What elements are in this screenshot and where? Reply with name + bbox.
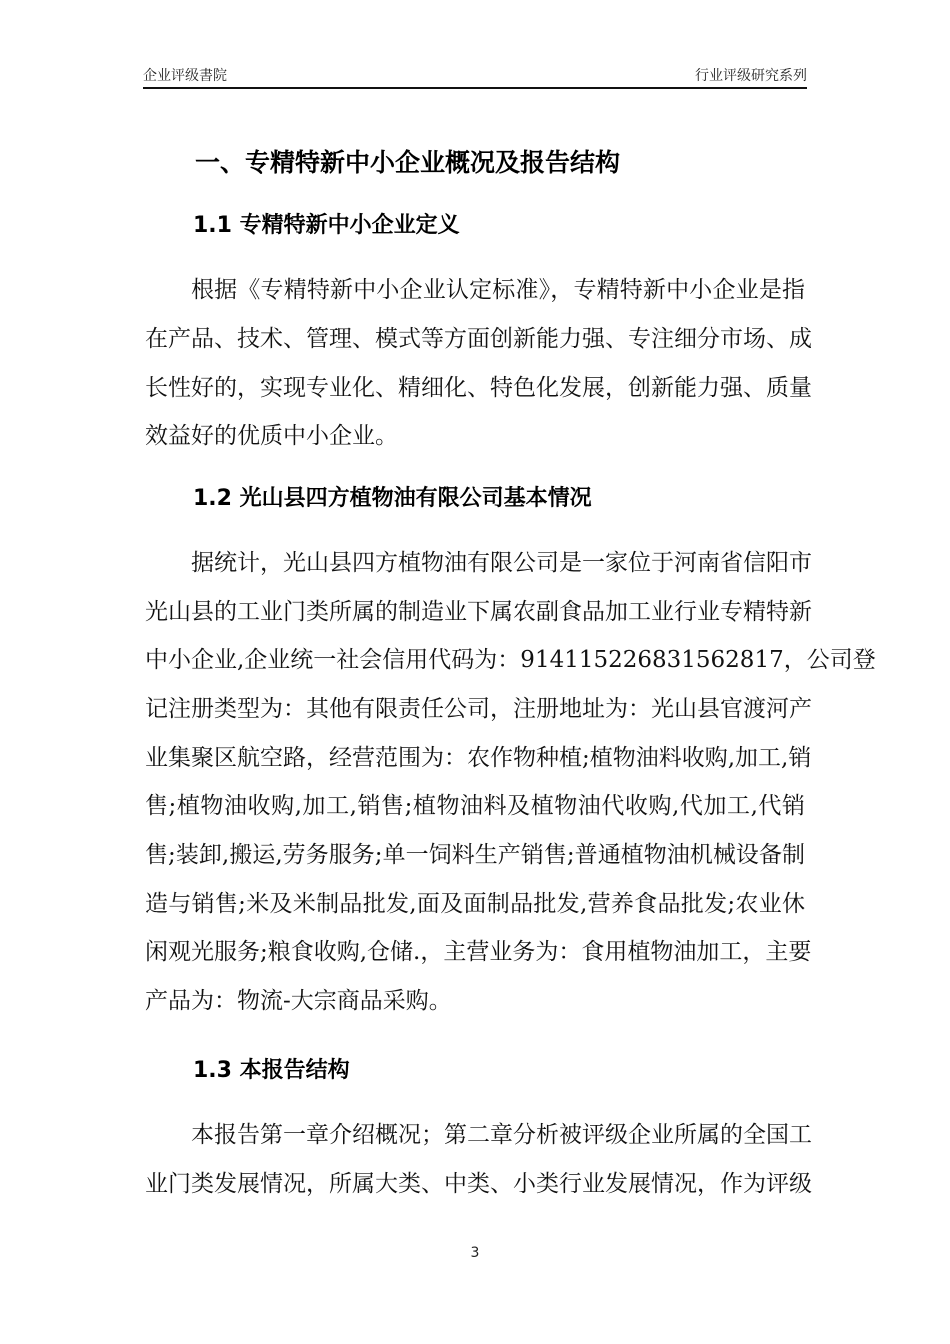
- section-heading-1-1: 1.1 专精特新中小企业定义: [193, 213, 460, 238]
- section-heading-1-3: 1.3 本报告结构: [193, 1058, 350, 1083]
- paragraph-line: 记注册类型为：其他有限责任公司，注册地址为：光山县官渡河产: [145, 696, 812, 722]
- paragraph-line: 在产品、技术、管理、模式等方面创新能力强、专注细分市场、成: [145, 326, 812, 352]
- paragraph-line: 本报告第一章介绍概况；第二章分析被评级企业所属的全国工: [191, 1122, 812, 1148]
- section-heading-1-2: 1.2 光山县四方植物油有限公司基本情况: [193, 486, 592, 511]
- header-right-label: 行业评级研究系列: [695, 68, 807, 84]
- chapter-title: 一、专精特新中小企业概况及报告结构: [195, 148, 621, 177]
- paragraph-line: 造与销售;米及米制品批发,面及面制品批发,营养食品批发;农业休: [145, 891, 805, 917]
- paragraph-line: 效益好的优质中小企业。: [145, 423, 398, 449]
- page-number: 3: [470, 1245, 480, 1261]
- paragraph-line: 闲观光服务;粮食收购,仓储.，主营业务为：食用植物油加工，主要: [145, 939, 812, 965]
- header-left-label: 企业评级書院: [143, 68, 227, 84]
- paragraph-line: 据统计，光山县四方植物油有限公司是一家位于河南省信阳市: [191, 550, 812, 576]
- paragraph-line: 光山县的工业门类所属的制造业下属农副食品加工业行业专精特新: [145, 599, 812, 625]
- header-divider: [143, 87, 807, 89]
- paragraph-line: 售;装卸,搬运,劳务服务;单一饲料生产销售;普通植物油机械设备制: [145, 842, 805, 868]
- paragraph-line: 中小企业,企业统一社会信用代码为：914115226831562817，公司登: [145, 647, 876, 673]
- paragraph-line: 售;植物油收购,加工,销售;植物油料及植物油代收购,代加工,代销: [145, 793, 805, 819]
- paragraph-line: 业集聚区航空路，经营范围为：农作物种植;植物油料收购,加工,销: [145, 745, 812, 771]
- paragraph-line: 长性好的，实现专业化、精细化、特色化发展，创新能力强、质量: [145, 375, 812, 401]
- paragraph-line: 根据《专精特新中小企业认定标准》，专精特新中小企业是指: [191, 277, 805, 303]
- paragraph-line: 业门类发展情况，所属大类、中类、小类行业发展情况，作为评级: [145, 1171, 812, 1197]
- paragraph-line: 产品为：物流-大宗商品采购。: [145, 988, 452, 1014]
